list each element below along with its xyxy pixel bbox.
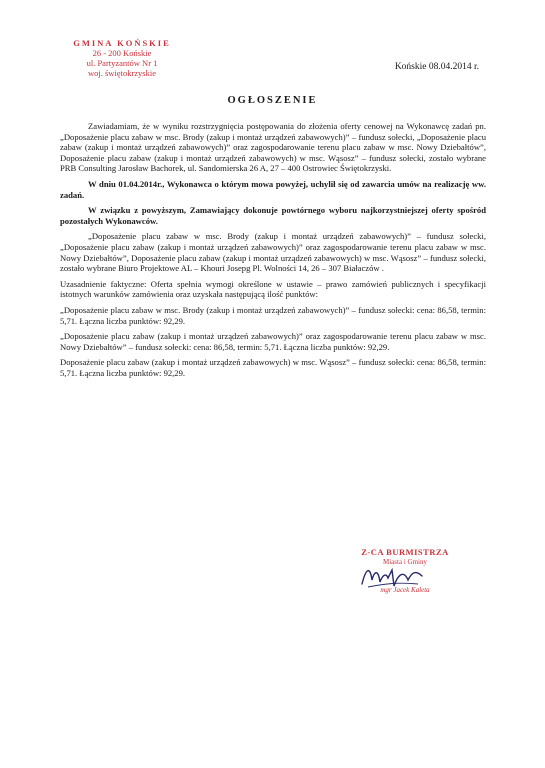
paragraph-withdrawal: W dniu 01.04.2014r., Wykonawca o którym mowa powyżej, uchylił się od zawarcia umów na realizację ww. zadań. xyxy=(60,178,486,200)
paragraph-justification: Uzasadnienie faktyczne: Oferta spełnia wymogi określone w ustawie – prawo zamówień publicznych i specyfikacji istotnych warunków zamówienia oraz uzyskała następującą ilość punktów: xyxy=(60,278,486,300)
handwritten-signature xyxy=(358,562,428,592)
document-heading: OGŁOSZENIE xyxy=(227,95,318,106)
stamp-line-4: woj. świętokrzyskie xyxy=(88,68,156,78)
document-body xyxy=(60,121,486,383)
stamp-line-1: GMINA KOŃSKIE xyxy=(73,38,171,48)
paragraph-notice: Zawiadamiam, że w wyniku rozstrzygnięcia postępowania do złożenia oferty cenowej na Wykonawcę zadań pn. „Doposażenie placu zabaw w msc. Brody (zakup i montaż urządzeń zabawowych)” – fundusz sołecki, „Doposażenie placu zabaw (zakup i montaż urządzeń zabawowych)” oraz zagospodarowanie terenu placu zabaw w msc. Nowy Dziebałtów”, Doposażenie placu zabaw (zakup i montaż urządzeń zabawowych) w msc. Wąsosz” – fundusz sołecki, zostało wybrane PRB Consulting Jarosław Bachorek, ul. Sandomierska 26 A, 27 – 400 Ostrowiec Świętokrzyski. xyxy=(60,121,486,174)
signature-stamp-subtitle: Miasta i Gminy xyxy=(383,558,427,566)
paragraph-reselection: W związku z powyższym, Zamawiający dokonuje powtórnego wyboru najkorzystniejszej oferty spośród pozostałych Wykonawców. xyxy=(60,205,486,226)
paragraph-score-wasosz: Doposażenie placu zabaw (zakup i montaż urządzeń zabawowych) w msc. Wąsosz” – fundusz sołecki: cena: 86,58, termin: 5,71. Łączna liczba punktów: 92,29. xyxy=(60,357,486,378)
stamp-line-2: 26 - 200 Końskie xyxy=(92,48,152,58)
paragraph-score-dziebaltow: „Doposażenie placu zabaw (zakup i montaż urządzeń zabawowych)” oraz zagospodarowanie terenu placu zabaw w msc. Nowy Dziebałtów” – fundusz sołecki: cena: 86,58, termin: 5,71. Łączna liczba punktów: 92,29. xyxy=(60,331,486,352)
signature-stamp-name: mgr Jacek Kaleta xyxy=(380,586,430,594)
document-date: Końskie 08.04.2014 r. xyxy=(394,62,479,72)
paragraph-selected-offer: „Doposażenie placu zabaw w msc. Brody (zakup i montaż urządzeń zabawowych)” – fundusz sołecki, „Doposażenie placu zabaw (zakup i montaż urządzeń zabawowych)” oraz zagospodarowanie terenu placu zabaw w msc. Nowy Dziebałtów”, Doposażenie placu zabaw (zakup i montaż urządzeń zabawowych) w msc. Wąsosz” – fundusz sołecki, zostało wybrane Biuro Projektowe AL – Khouri Josepg Pl. Wolności 14, 26 – 307 Białaczów . xyxy=(60,231,486,274)
signature-stamp-title: Z-CA BURMISTRZA xyxy=(361,547,449,557)
municipality-stamp xyxy=(58,38,186,78)
stamp-line-3: ul. Partyzantów Nr 1 xyxy=(86,58,158,68)
paragraph-score-brody: „Doposażenie placu zabaw w msc. Brody (zakup i montaż urządzeń zabawowych)” – fundusz sołecki: cena: 86,58, termin: 5,71. Łączna liczba punktów: 92,29. xyxy=(60,304,486,326)
